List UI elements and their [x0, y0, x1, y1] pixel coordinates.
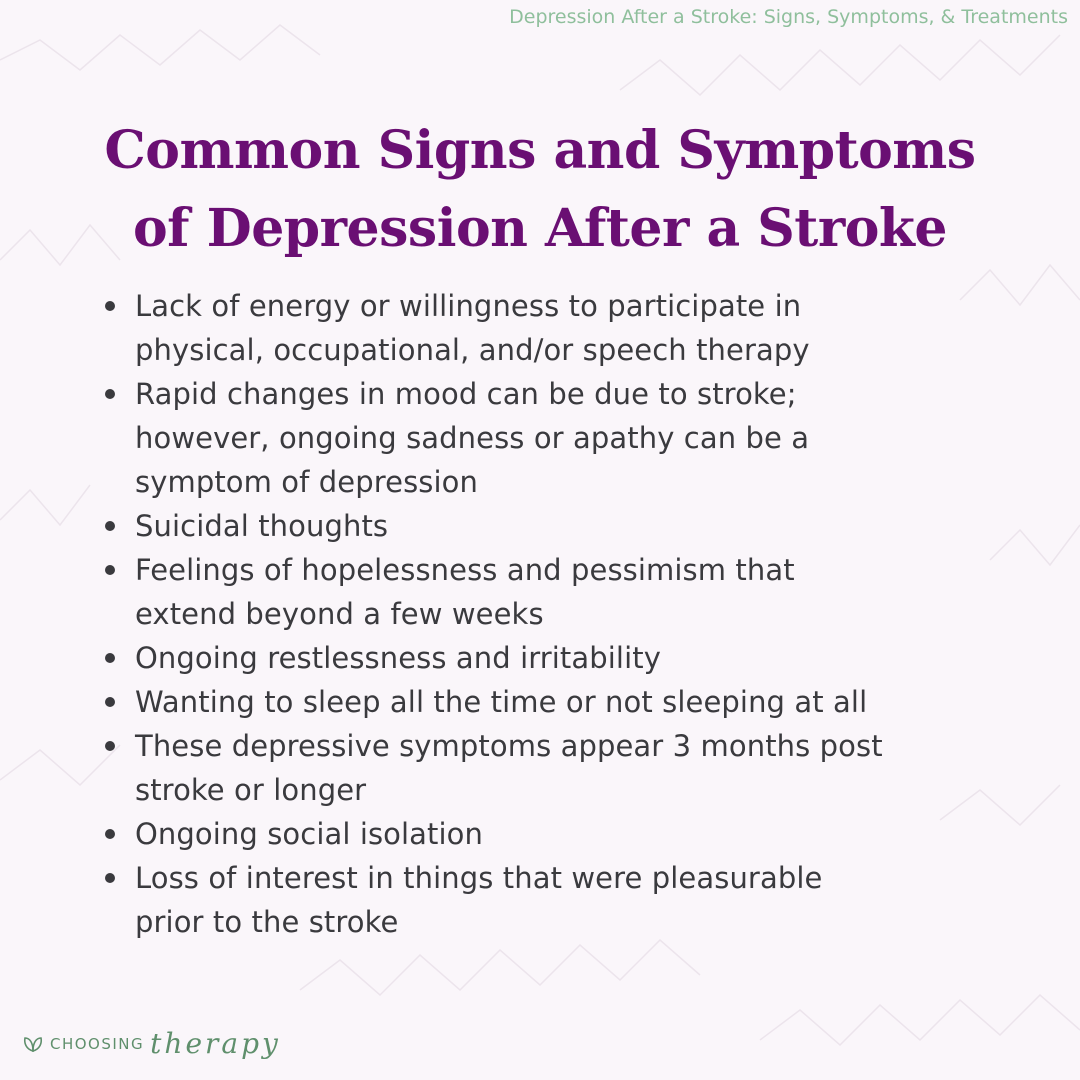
list-item	[100, 548, 1030, 636]
list-item-line: Lack of energy or willingness to participate in	[135, 289, 802, 323]
brand-word: CHOOSING	[50, 1035, 145, 1053]
list-item-line: Wanting to sleep all the time or not sleeping at all	[135, 685, 868, 719]
page-title-line-2: of Depression After a Stroke	[132, 198, 948, 259]
bullet-dot-icon	[105, 697, 115, 707]
list-item-line: Ongoing social isolation	[135, 817, 484, 851]
list-item-line: Suicidal thoughts	[135, 509, 389, 543]
list-item-line: symptom of depression	[135, 465, 478, 499]
list-item	[100, 284, 1030, 372]
bullet-dot-icon	[105, 653, 115, 663]
list-item	[100, 856, 1030, 944]
brand-logo	[22, 1027, 281, 1060]
list-item-line: however, ongoing sadness or apathy can be a	[135, 421, 810, 455]
list-item-line: Feelings of hopelessness and pessimism that	[135, 553, 795, 587]
bullet-dot-icon	[105, 301, 115, 311]
list-item	[100, 372, 1030, 504]
list-item	[100, 680, 1030, 724]
list-item	[100, 504, 1030, 548]
bullet-dot-icon	[105, 873, 115, 883]
list-item-line: physical, occupational, and/or speech therapy	[135, 333, 810, 367]
list-item-line: These depressive symptoms appear 3 months post	[135, 729, 883, 763]
article-title: Depression After a Stroke: Signs, Symptoms, & Treatments	[509, 6, 1068, 28]
bullet-dot-icon	[105, 389, 115, 399]
list-item-line: Loss of interest in things that were pleasurable	[135, 861, 823, 895]
list-item	[100, 636, 1030, 680]
bullet-dot-icon	[105, 565, 115, 575]
leaf-logo-icon	[22, 1035, 44, 1053]
list-item-line: Rapid changes in mood can be due to stroke;	[135, 377, 797, 411]
list-item-line: stroke or longer	[135, 773, 367, 807]
bullet-dot-icon	[105, 829, 115, 839]
page-title	[40, 112, 1040, 268]
list-item-line: extend beyond a few weeks	[135, 597, 544, 631]
symptom-list	[100, 284, 1030, 944]
bullet-dot-icon	[105, 521, 115, 531]
brand-script: therapy	[150, 1027, 281, 1060]
page-title-line-1: Common Signs and Symptoms	[104, 120, 976, 181]
list-item	[100, 812, 1030, 856]
list-item-line: prior to the stroke	[135, 905, 399, 939]
bullet-dot-icon	[105, 741, 115, 751]
list-item	[100, 724, 1030, 812]
list-item-line: Ongoing restlessness and irritability	[135, 641, 661, 675]
